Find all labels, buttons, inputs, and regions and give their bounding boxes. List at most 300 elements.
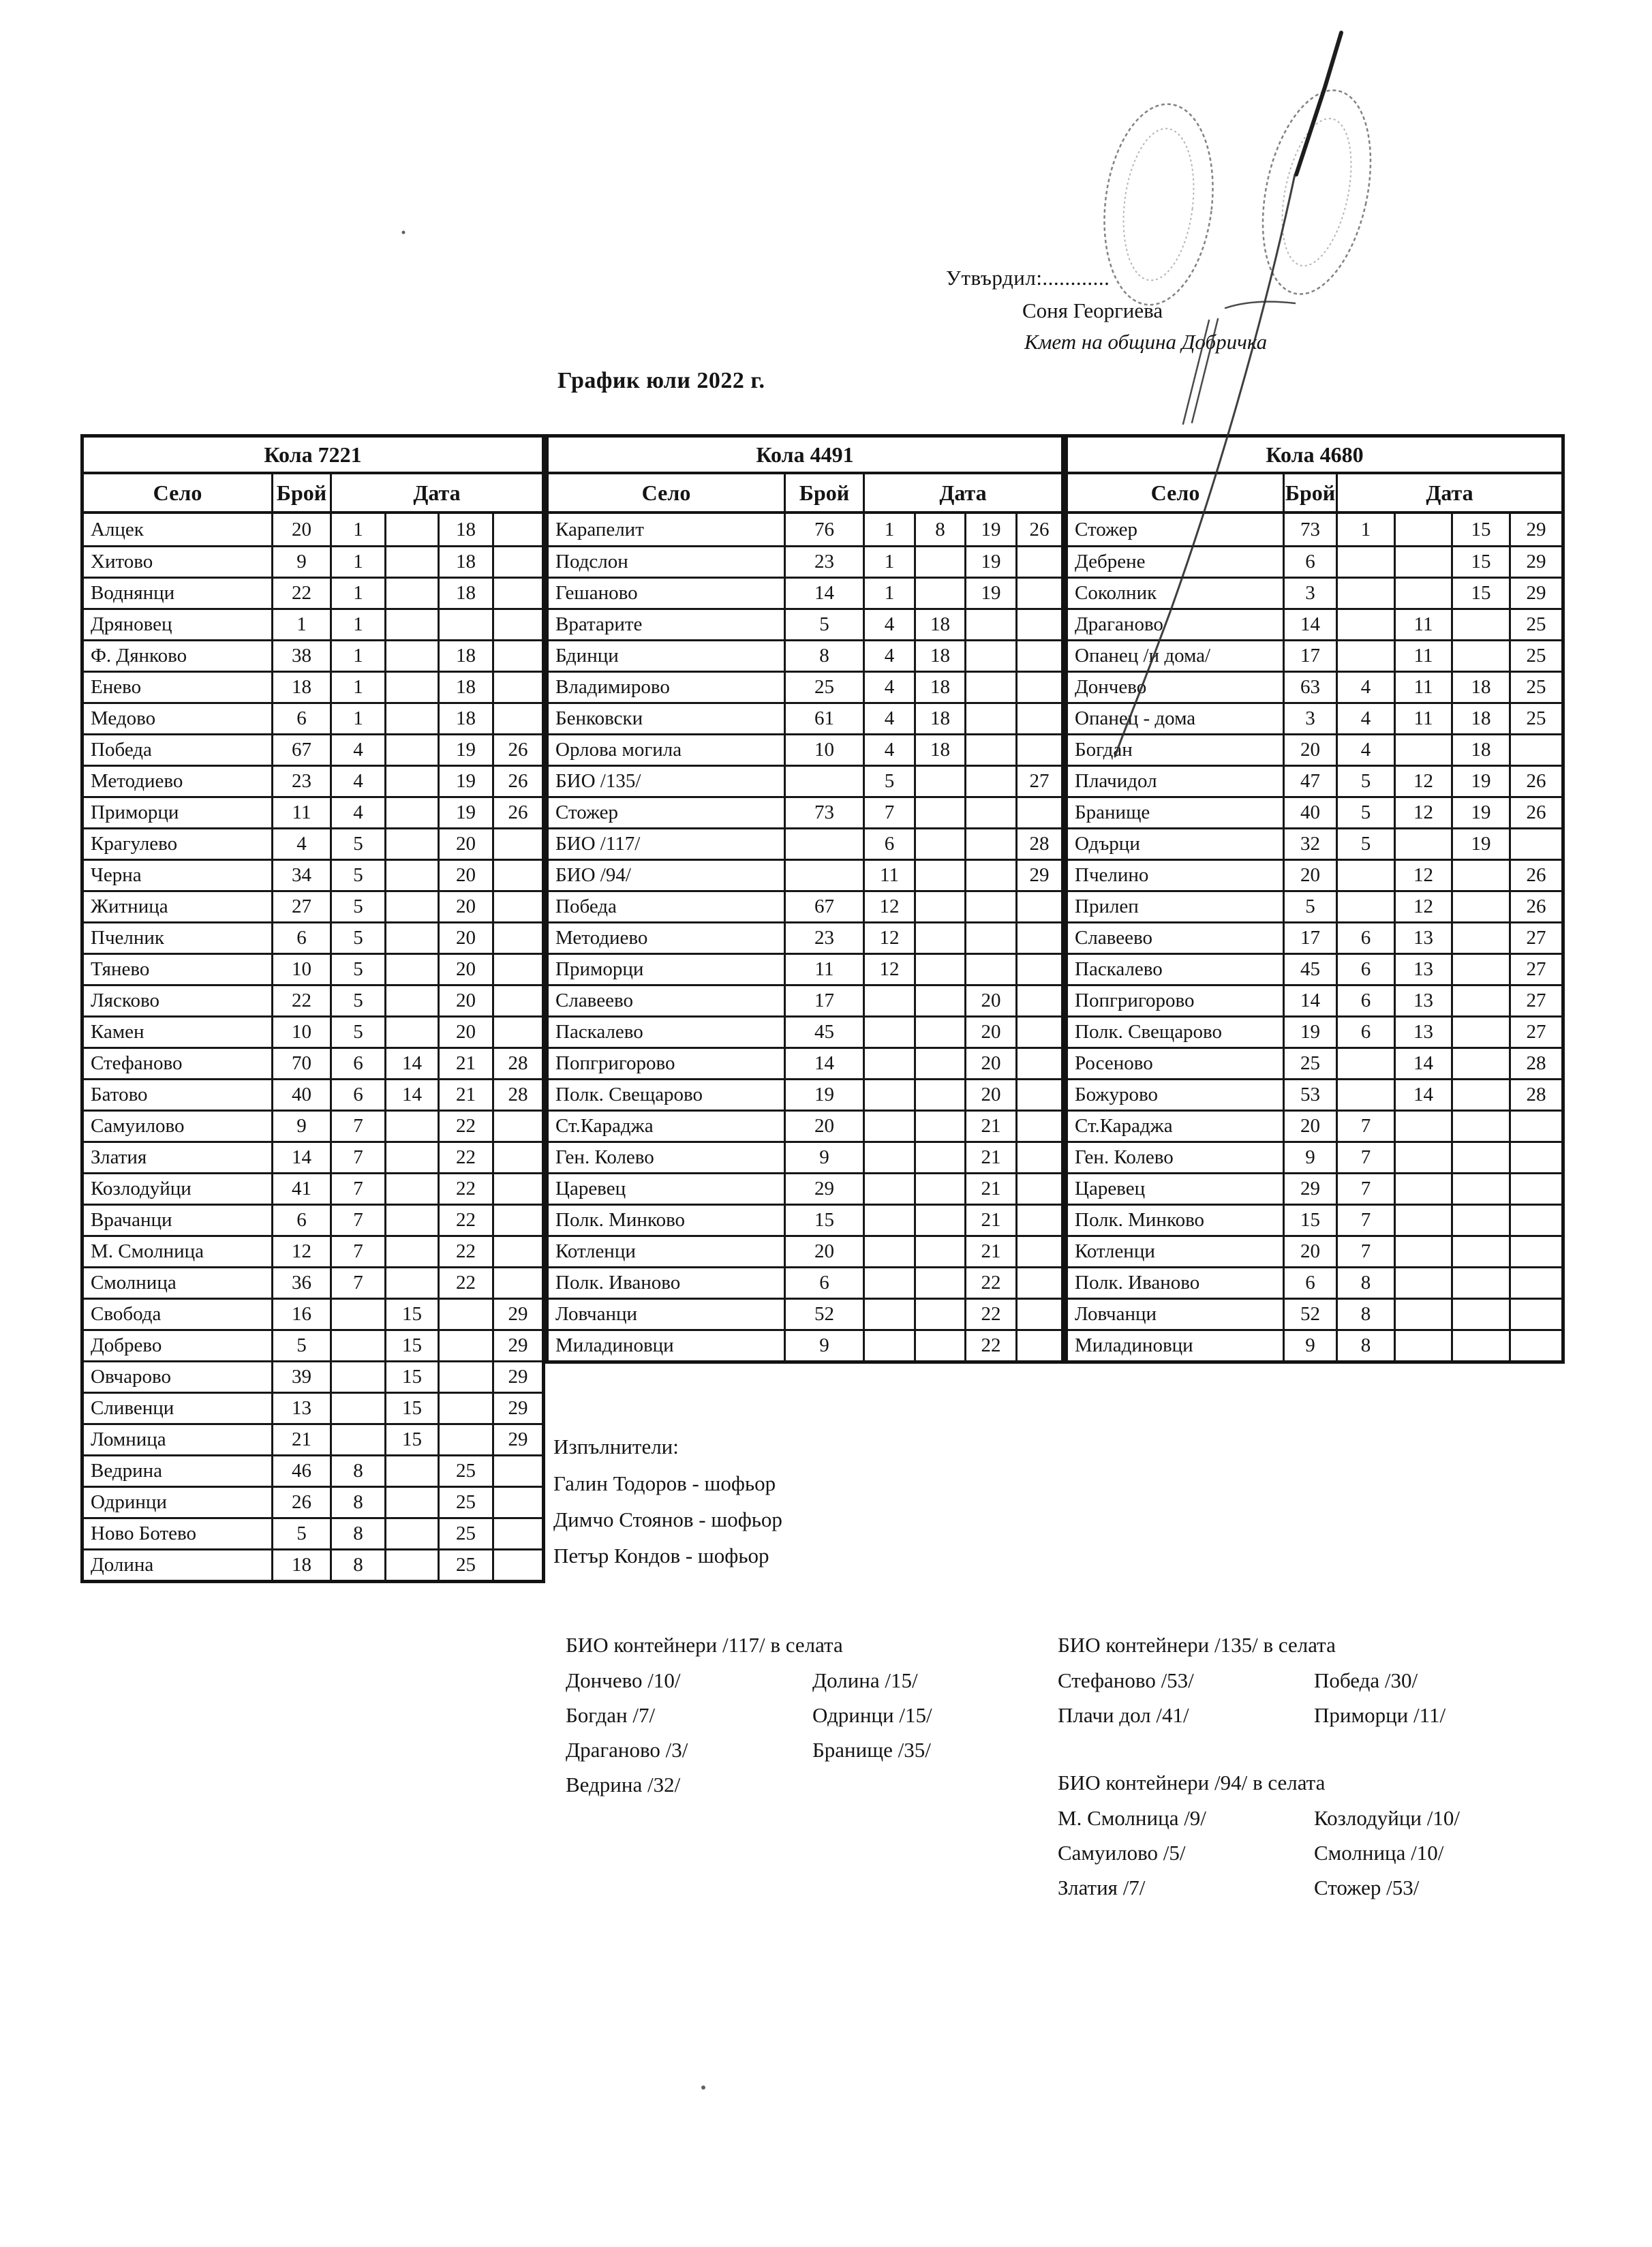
count-cell: 18 bbox=[271, 671, 330, 702]
date-cell: 12 bbox=[1394, 796, 1451, 827]
village-cell: БИО /117/ bbox=[549, 827, 784, 859]
count-cell: 38 bbox=[271, 639, 330, 671]
date-cell bbox=[1015, 671, 1061, 702]
date-cell: 25 bbox=[438, 1517, 492, 1548]
date-cell bbox=[914, 1329, 964, 1360]
date-cell bbox=[438, 1329, 492, 1360]
table-row bbox=[1068, 1110, 1561, 1141]
date-cell: 18 bbox=[914, 608, 964, 639]
column-header-date: Дата bbox=[330, 474, 542, 511]
date-cell bbox=[1394, 514, 1451, 545]
table-row bbox=[84, 1329, 542, 1360]
village-cell: Добрево bbox=[84, 1329, 271, 1360]
village-cell: Одринци bbox=[84, 1486, 271, 1517]
table-row bbox=[1068, 608, 1561, 639]
count-cell: 9 bbox=[271, 1110, 330, 1141]
date-cell: 7 bbox=[330, 1266, 384, 1298]
date-cell: 12 bbox=[863, 890, 914, 921]
date-cell: 29 bbox=[1509, 514, 1561, 545]
count-cell: 40 bbox=[271, 1078, 330, 1110]
village-cell: Соколник bbox=[1068, 577, 1283, 608]
date-cell bbox=[1015, 1298, 1061, 1329]
date-cell bbox=[492, 702, 542, 733]
bio-village-item: Смолница /10/ bbox=[1314, 1841, 1444, 1865]
date-cell bbox=[1336, 1078, 1394, 1110]
column-header-date: Дата bbox=[1336, 474, 1561, 511]
date-cell bbox=[492, 1454, 542, 1486]
date-cell bbox=[384, 671, 438, 702]
date-cell bbox=[964, 953, 1015, 984]
count-cell: 9 bbox=[271, 545, 330, 577]
table-title: Кола 4680 bbox=[1068, 438, 1561, 474]
date-cell: 20 bbox=[438, 921, 492, 953]
village-cell: Прилеп bbox=[1068, 890, 1283, 921]
table-row bbox=[84, 1078, 542, 1110]
bio-village-item: Приморци /11/ bbox=[1314, 1703, 1446, 1727]
date-cell: 20 bbox=[438, 890, 492, 921]
date-cell bbox=[384, 608, 438, 639]
date-cell: 6 bbox=[330, 1078, 384, 1110]
date-cell bbox=[1394, 1266, 1451, 1298]
date-cell bbox=[1451, 639, 1509, 671]
date-cell bbox=[1451, 890, 1509, 921]
count-cell: 25 bbox=[784, 671, 863, 702]
date-cell bbox=[1394, 827, 1451, 859]
date-cell bbox=[384, 796, 438, 827]
date-cell: 29 bbox=[492, 1360, 542, 1392]
village-cell: Славеево bbox=[1068, 921, 1283, 953]
village-cell: Опанец /и дома/ bbox=[1068, 639, 1283, 671]
count-cell: 10 bbox=[271, 1015, 330, 1047]
village-cell: Ф. Дянково bbox=[84, 639, 271, 671]
count-cell: 22 bbox=[271, 984, 330, 1015]
date-cell: 28 bbox=[1509, 1047, 1561, 1078]
date-cell bbox=[384, 1517, 438, 1548]
date-cell bbox=[1509, 1172, 1561, 1204]
date-cell bbox=[964, 890, 1015, 921]
bio-village-item: Златия /7/ bbox=[1058, 1876, 1146, 1899]
date-cell: 22 bbox=[438, 1266, 492, 1298]
date-cell bbox=[964, 639, 1015, 671]
table-row bbox=[1068, 1298, 1561, 1329]
count-cell: 17 bbox=[1283, 639, 1336, 671]
date-cell bbox=[863, 1235, 914, 1266]
date-cell bbox=[1015, 1204, 1061, 1235]
date-cell: 22 bbox=[438, 1235, 492, 1266]
date-cell bbox=[384, 1172, 438, 1204]
date-cell: 4 bbox=[1336, 702, 1394, 733]
count-cell: 39 bbox=[271, 1360, 330, 1392]
count-cell: 41 bbox=[271, 1172, 330, 1204]
date-cell: 15 bbox=[1451, 514, 1509, 545]
date-cell bbox=[1509, 1204, 1561, 1235]
date-cell bbox=[1015, 1110, 1061, 1141]
village-cell: Батово bbox=[84, 1078, 271, 1110]
date-cell: 21 bbox=[964, 1172, 1015, 1204]
table-row bbox=[84, 953, 542, 984]
count-cell: 76 bbox=[784, 514, 863, 545]
table-row bbox=[84, 545, 542, 577]
date-cell: 8 bbox=[330, 1454, 384, 1486]
village-cell: Житница bbox=[84, 890, 271, 921]
village-cell: Сливенци bbox=[84, 1392, 271, 1423]
date-cell bbox=[384, 545, 438, 577]
date-cell: 20 bbox=[438, 1015, 492, 1047]
village-cell: Божурово bbox=[1068, 1078, 1283, 1110]
village-cell: Владимирово bbox=[549, 671, 784, 702]
date-cell: 5 bbox=[1336, 796, 1394, 827]
table-row bbox=[84, 1486, 542, 1517]
column-header-count: Брой bbox=[271, 474, 330, 511]
date-cell bbox=[1015, 702, 1061, 733]
count-cell: 14 bbox=[784, 577, 863, 608]
date-cell: 4 bbox=[863, 702, 914, 733]
table-row bbox=[1068, 514, 1561, 545]
date-cell: 4 bbox=[1336, 733, 1394, 765]
bio-section-117 bbox=[566, 1627, 932, 1802]
table-header-row bbox=[84, 474, 542, 514]
village-cell: Бранище bbox=[1068, 796, 1283, 827]
date-cell: 22 bbox=[964, 1266, 1015, 1298]
table-row bbox=[549, 514, 1061, 545]
date-cell: 4 bbox=[863, 639, 914, 671]
date-cell bbox=[492, 545, 542, 577]
table-row bbox=[84, 827, 542, 859]
date-cell: 6 bbox=[1336, 1015, 1394, 1047]
count-cell: 36 bbox=[271, 1266, 330, 1298]
bio-village-item: Стефаново /53/ bbox=[1058, 1668, 1194, 1692]
date-cell: 21 bbox=[964, 1110, 1015, 1141]
table-row bbox=[549, 953, 1061, 984]
date-cell bbox=[914, 1266, 964, 1298]
count-cell bbox=[784, 765, 863, 796]
bio-village-item: Победа /30/ bbox=[1314, 1668, 1418, 1692]
date-cell bbox=[1451, 1078, 1509, 1110]
date-cell: 4 bbox=[330, 733, 384, 765]
date-cell bbox=[1015, 1141, 1061, 1172]
date-cell bbox=[914, 765, 964, 796]
date-cell: 8 bbox=[1336, 1298, 1394, 1329]
count-cell: 10 bbox=[271, 953, 330, 984]
date-cell: 25 bbox=[438, 1454, 492, 1486]
date-cell: 11 bbox=[1394, 702, 1451, 733]
village-cell: Победа bbox=[84, 733, 271, 765]
count-cell: 67 bbox=[784, 890, 863, 921]
date-cell bbox=[1451, 984, 1509, 1015]
village-cell: Бдинци bbox=[549, 639, 784, 671]
table-row bbox=[1068, 1172, 1561, 1204]
date-cell bbox=[384, 1015, 438, 1047]
date-cell bbox=[384, 1141, 438, 1172]
scan-speck bbox=[402, 231, 406, 234]
count-cell: 5 bbox=[271, 1517, 330, 1548]
date-cell: 12 bbox=[863, 921, 914, 953]
date-cell: 7 bbox=[330, 1172, 384, 1204]
date-cell bbox=[1015, 577, 1061, 608]
date-cell: 4 bbox=[330, 796, 384, 827]
village-cell: Полк. Иваново bbox=[549, 1266, 784, 1298]
column-header-count: Брой bbox=[784, 474, 863, 511]
date-cell bbox=[1394, 1235, 1451, 1266]
count-cell: 67 bbox=[271, 733, 330, 765]
date-cell: 26 bbox=[1509, 765, 1561, 796]
table-row bbox=[549, 827, 1061, 859]
village-cell: Котленци bbox=[549, 1235, 784, 1266]
date-cell: 27 bbox=[1509, 953, 1561, 984]
date-cell bbox=[384, 1235, 438, 1266]
table-row bbox=[84, 1266, 542, 1298]
table-row bbox=[549, 1235, 1061, 1266]
table-row bbox=[549, 859, 1061, 890]
table-row bbox=[1068, 796, 1561, 827]
date-cell bbox=[1015, 1047, 1061, 1078]
date-cell: 8 bbox=[330, 1486, 384, 1517]
date-cell bbox=[964, 796, 1015, 827]
bio-village-item: Богдан /7/ bbox=[566, 1703, 656, 1727]
date-cell bbox=[384, 1110, 438, 1141]
count-cell: 14 bbox=[1283, 984, 1336, 1015]
count-cell: 52 bbox=[1283, 1298, 1336, 1329]
village-cell: Методиево bbox=[84, 765, 271, 796]
date-cell: 15 bbox=[384, 1360, 438, 1392]
executors-list bbox=[553, 1465, 782, 1574]
bio-village-item: Дончево /10/ bbox=[566, 1668, 681, 1692]
date-cell: 6 bbox=[863, 827, 914, 859]
table-header-row bbox=[1068, 474, 1561, 514]
village-cell: Попгригорово bbox=[549, 1047, 784, 1078]
table-row bbox=[549, 671, 1061, 702]
executor-item: Галин Тодоров - шофьор bbox=[553, 1471, 776, 1495]
date-cell bbox=[384, 921, 438, 953]
table-row bbox=[84, 1110, 542, 1141]
village-cell: Приморци bbox=[549, 953, 784, 984]
date-cell: 19 bbox=[964, 577, 1015, 608]
date-cell bbox=[1509, 827, 1561, 859]
table-row bbox=[1068, 827, 1561, 859]
date-cell bbox=[863, 1141, 914, 1172]
bio-village-item: Бранище /35/ bbox=[812, 1738, 931, 1762]
count-cell: 23 bbox=[784, 921, 863, 953]
village-cell: Полк. Минково bbox=[549, 1204, 784, 1235]
date-cell bbox=[384, 1204, 438, 1235]
date-cell bbox=[914, 984, 964, 1015]
count-cell: 29 bbox=[1283, 1172, 1336, 1204]
table-row bbox=[1068, 1015, 1561, 1047]
date-cell: 7 bbox=[330, 1204, 384, 1235]
date-cell bbox=[1451, 1047, 1509, 1078]
date-cell: 13 bbox=[1394, 921, 1451, 953]
date-cell: 22 bbox=[438, 1204, 492, 1235]
date-cell bbox=[1015, 1172, 1061, 1204]
date-cell bbox=[1394, 1329, 1451, 1360]
date-cell: 26 bbox=[1509, 859, 1561, 890]
village-cell: Карапелит bbox=[555, 518, 644, 540]
village-cell: Стожер bbox=[1075, 518, 1138, 540]
village-cell: Котленци bbox=[1068, 1235, 1283, 1266]
village-cell: Ловчанци bbox=[1068, 1298, 1283, 1329]
village-cell: Ген. Колево bbox=[549, 1141, 784, 1172]
bio-village-item: Драганово /3/ bbox=[566, 1738, 688, 1762]
date-cell bbox=[964, 608, 1015, 639]
village-cell: Медово bbox=[84, 702, 271, 733]
date-cell: 12 bbox=[863, 953, 914, 984]
table-row bbox=[549, 1110, 1061, 1141]
table-body bbox=[1068, 514, 1561, 1360]
date-cell bbox=[1015, 984, 1061, 1015]
count-cell: 14 bbox=[271, 1141, 330, 1172]
date-cell: 1 bbox=[863, 514, 914, 545]
village-cell: Опанец - дома bbox=[1068, 702, 1283, 733]
count-cell: 14 bbox=[1283, 608, 1336, 639]
date-cell bbox=[863, 1204, 914, 1235]
village-cell: Стожер bbox=[549, 796, 784, 827]
date-cell bbox=[384, 577, 438, 608]
date-cell: 18 bbox=[438, 545, 492, 577]
date-cell bbox=[1336, 859, 1394, 890]
village-cell: Вратарите bbox=[549, 608, 784, 639]
date-cell: 26 bbox=[1509, 796, 1561, 827]
date-cell bbox=[438, 1423, 492, 1454]
date-cell bbox=[863, 984, 914, 1015]
count-cell: 6 bbox=[1283, 545, 1336, 577]
date-cell: 8 bbox=[1336, 1266, 1394, 1298]
village-cell: Хитово bbox=[84, 545, 271, 577]
table-row bbox=[549, 1015, 1061, 1047]
date-cell bbox=[384, 702, 438, 733]
date-cell bbox=[384, 639, 438, 671]
date-cell bbox=[492, 890, 542, 921]
date-cell bbox=[1509, 1329, 1561, 1360]
date-cell bbox=[330, 1329, 384, 1360]
round-stamp-left bbox=[1094, 98, 1224, 311]
village-cell: Самуилово bbox=[84, 1110, 271, 1141]
table-row bbox=[1068, 1266, 1561, 1298]
date-cell bbox=[492, 639, 542, 671]
village-cell: Гешаново bbox=[549, 577, 784, 608]
count-cell: 20 bbox=[1283, 1110, 1336, 1141]
date-cell bbox=[1509, 1266, 1561, 1298]
date-cell: 15 bbox=[384, 1298, 438, 1329]
date-cell: 20 bbox=[438, 827, 492, 859]
page-title: График юли 2022 г. bbox=[557, 368, 765, 393]
table-row bbox=[549, 545, 1061, 577]
table-row bbox=[84, 984, 542, 1015]
table-row bbox=[1068, 1047, 1561, 1078]
date-cell bbox=[1451, 1266, 1509, 1298]
date-cell bbox=[1509, 1235, 1561, 1266]
date-cell: 26 bbox=[1509, 890, 1561, 921]
date-cell: 1 bbox=[330, 702, 384, 733]
village-cell: Орлова могила bbox=[549, 733, 784, 765]
date-cell bbox=[438, 1298, 492, 1329]
village-cell: Дебрене bbox=[1068, 545, 1283, 577]
date-cell bbox=[492, 984, 542, 1015]
village-cell: Попгригорово bbox=[1068, 984, 1283, 1015]
table-row bbox=[1068, 921, 1561, 953]
date-cell: 4 bbox=[1336, 671, 1394, 702]
date-cell: 5 bbox=[330, 953, 384, 984]
table-row bbox=[549, 984, 1061, 1015]
village-cell: Паскалево bbox=[1068, 953, 1283, 984]
table-title: Кола 7221 bbox=[84, 438, 542, 474]
count-cell: 21 bbox=[271, 1423, 330, 1454]
date-cell: 26 bbox=[492, 733, 542, 765]
bio-section-title: БИО контейнери /135/ в селата bbox=[1058, 1633, 1336, 1657]
date-cell bbox=[384, 1454, 438, 1486]
village-cell: Ген. Колево bbox=[1068, 1141, 1283, 1172]
date-cell: 7 bbox=[1336, 1204, 1394, 1235]
village-cell: Драганово bbox=[1068, 608, 1283, 639]
village-cell: Козлодуйци bbox=[84, 1172, 271, 1204]
date-cell: 26 bbox=[1015, 514, 1061, 545]
date-cell: 21 bbox=[964, 1141, 1015, 1172]
date-cell bbox=[492, 1015, 542, 1047]
date-cell bbox=[384, 953, 438, 984]
date-cell: 18 bbox=[1451, 733, 1509, 765]
village-cell: Черна bbox=[84, 859, 271, 890]
date-cell: 1 bbox=[863, 577, 914, 608]
date-cell: 8 bbox=[914, 514, 964, 545]
date-cell bbox=[1451, 921, 1509, 953]
date-cell: 1 bbox=[330, 545, 384, 577]
date-cell: 28 bbox=[1015, 827, 1061, 859]
date-cell: 15 bbox=[1451, 545, 1509, 577]
date-cell bbox=[863, 1015, 914, 1047]
date-cell: 19 bbox=[1451, 765, 1509, 796]
village-cell: Камен bbox=[84, 1015, 271, 1047]
count-cell: 5 bbox=[784, 608, 863, 639]
executor-item: Димчо Стоянов - шофьор bbox=[553, 1508, 782, 1531]
count-cell: 70 bbox=[271, 1047, 330, 1078]
count-cell: 16 bbox=[271, 1298, 330, 1329]
date-cell: 1 bbox=[330, 608, 384, 639]
date-cell: 4 bbox=[863, 733, 914, 765]
date-cell bbox=[1015, 545, 1061, 577]
date-cell: 5 bbox=[330, 859, 384, 890]
table-row bbox=[84, 1454, 542, 1486]
table-row bbox=[549, 733, 1061, 765]
count-cell: 29 bbox=[784, 1172, 863, 1204]
village-cell: Богдан bbox=[1068, 733, 1283, 765]
date-cell: 12 bbox=[1394, 765, 1451, 796]
date-cell bbox=[1509, 1141, 1561, 1172]
village-cell: Пчелино bbox=[1068, 859, 1283, 890]
table-row bbox=[84, 514, 542, 545]
table-row bbox=[549, 1298, 1061, 1329]
date-cell bbox=[914, 1141, 964, 1172]
village-cell: Бенковски bbox=[549, 702, 784, 733]
date-cell: 5 bbox=[330, 984, 384, 1015]
approver-role: Кмет на община Добричка bbox=[1024, 330, 1268, 354]
date-cell bbox=[1509, 733, 1561, 765]
count-cell: 13 bbox=[271, 1392, 330, 1423]
table-row bbox=[549, 765, 1061, 796]
date-cell: 7 bbox=[1336, 1172, 1394, 1204]
date-cell bbox=[914, 545, 964, 577]
table-row bbox=[549, 1078, 1061, 1110]
bio-village-item: Плачи дол /41/ bbox=[1058, 1703, 1189, 1727]
date-cell bbox=[964, 827, 1015, 859]
village-cell: Воднянци bbox=[84, 577, 271, 608]
date-cell bbox=[1451, 859, 1509, 890]
date-cell: 20 bbox=[964, 1078, 1015, 1110]
date-cell: 18 bbox=[438, 514, 492, 545]
date-cell bbox=[1015, 890, 1061, 921]
date-cell: 5 bbox=[330, 921, 384, 953]
date-cell: 19 bbox=[438, 796, 492, 827]
date-cell bbox=[1394, 1204, 1451, 1235]
column-header-count: Брой bbox=[1283, 474, 1336, 511]
